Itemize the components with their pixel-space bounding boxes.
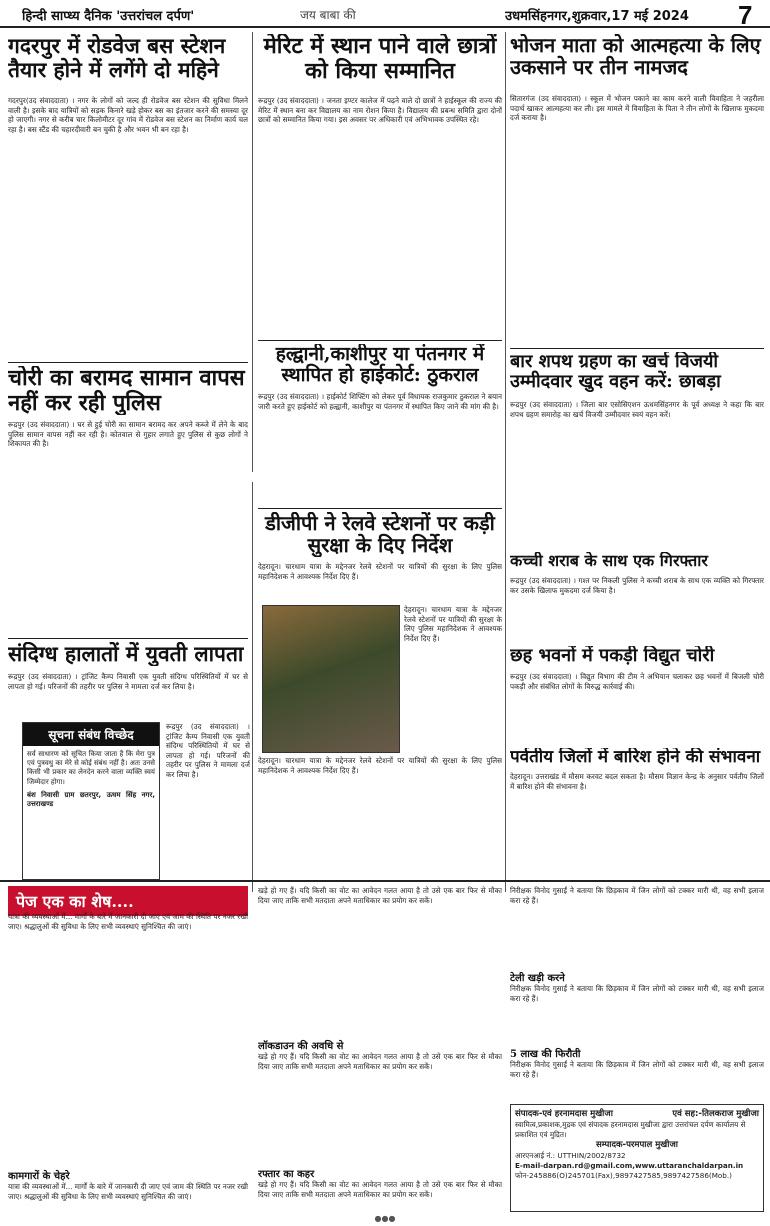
continued-bar: पेज एक का शेष.... [8, 886, 248, 916]
article-bar-oath: रूद्रपुर (उद संवाददाता) । जिला बार एसोसिएशन ऊधमसिंहनगर के पूर्व अध्यक्ष ने कहा कि बार शपथ ग्रहण समारोह का खर्च विजयी उम्मीदवार स्वयं वहन करें। [510, 400, 764, 419]
continued-mid: खड़े हो गए हैं। यदि किसी का वोट का आवेदन गलत आया है तो उसे एक बार फिर से मौका दिया जाए ताकि सभी मतदाता अपने मताधिकार का प्रयोग कर सकें। [258, 886, 502, 905]
divider [510, 348, 764, 349]
article-bus-station: गदरपुर(उद संवाददाता) । नगर के लोगों को जल्द ही रोडवेज बस स्टेशन की सुविधा मिलने वाली है। इसके बाद यात्रियों को सड़क किनारे खड़े होकर बस का इंतजार करने की समस्या दूर हो जाएगी। नगर से करीब चार किलोमीटर दूर गांव में रोडवेज बस स्टेशन का निर्माण कार्य चल रहा है। बस स्टैंड की चहारदीवारी बन चुकी है और भवन भी बन रहा है। [8, 96, 248, 134]
continued-mid-body2: खड़े हो गए हैं। यदि किसी का वोट का आवेदन गलत आया है तो उसे एक बार फिर से मौका दिया जाए ताकि सभी मतदाता अपने मताधिकार का प्रयोग कर सकें। [258, 1052, 502, 1071]
article-rain: देहरादून। उत्तराखंड में मौसम करवट बदल सकता है। मौसम विज्ञान केन्द्र के अनुसार पर्वतीय जिलों में बारिश होने की संभावना है। [510, 772, 764, 791]
divider [8, 362, 248, 363]
page-number: 7 [738, 0, 753, 28]
article-dgp-railway-more: देहरादून। चारधाम यात्रा के मद्देनजर रेलवे स्टेशनों पर यात्रियों की सुरक्षा के लिए पुलिस महानिदेशक ने आवश्यक निर्देश दिए हैं। [258, 756, 502, 775]
imprint-body: स्वामित्व,प्रकाशक,मुद्रक एवं संपादक हरनामदास मुखीजा द्वारा उत्तरांचल दर्पण कार्यालय से प्रकाशित एवं मुद्रित। [515, 1120, 746, 1140]
headline-rain: पर्वतीय जिलों में बारिश होने की संभावना [510, 748, 761, 767]
article-bhojan-mata: सितारगंज (उद संवाददाता) । स्कूल में भोजन पकाने का काम करने वाली विवाहिता ने जहरीला पदार्थ खाकर आत्महत्या कर ली। इस मामले में विवाहिता के पिता ने तीन लोगों के खिलाफ मुकदमा दर्ज कराया है। [510, 94, 764, 122]
headline-power-theft: छह भवनों में पकड़ी विद्युत चोरी [510, 646, 715, 666]
continued-right-sub: टेली खड़ी करने [510, 973, 565, 984]
imprint-coeditor: एवं सह:-तिलकराज मुखीजा [672, 1109, 759, 1119]
imprint-box [510, 1104, 764, 1212]
headline-bhojan-mata: भोजन माता को आत्महत्या के लिए उकसाने पर तीन नामजद [510, 34, 761, 79]
continued-right-body2: निरीक्षक विनोद गुसाईं ने बताया कि छिड़काव में जिन लोगों को टक्कर मारी थी, वह सभी इलाज करा रहे हैं। [510, 984, 764, 1003]
continued-left-sub: कामगारों के चेहरे [8, 1171, 70, 1182]
article-liquor-arrest: रूद्रपुर (उद संवाददाता) । गश्त पर निकली पुलिस ने कच्ची शराब के साथ एक व्यक्ति को गिरफ्तार कर उसके खिलाफ मुकदमा दर्ज किया है। [510, 576, 764, 595]
notice-signature: बंश निवासी ग्राम छतरपुर, ऊधम सिंह नगर, उत्तराखण्ड [27, 790, 155, 809]
notice-box [22, 722, 160, 880]
article-merit-students: रूद्रपुर (उद संवाददाता) । जनता इण्टर कालेज में पढ़ने वाले दो छात्रों ने हाईस्कूल की राज्य की मेरिट में स्थान बना कर विद्यालय का नाम रोशन किया है। विद्यालय की प्रबन्ध समिति द्वारा दोनों छात्रों को सम्मानित किया गया। इस अवसर पर अधिकारी एवं अभिभावक उपस्थित रहे। [258, 96, 502, 124]
section-divider [0, 880, 770, 882]
column-divider [505, 32, 506, 892]
headline-liquor-arrest: कच्ची शराब के साथ एक गिरफ्तार [510, 552, 708, 570]
article-theft-goods: रूद्रपुर (उद संवाददाता) । घर से हुई चोरी का सामान बरामद कर अपने कब्जे में लेने के बाद पुलिस सामान वापस नहीं कर रही है। कोतवाल से गुहार लगाते हुए पुलिस से कुछ लोगों ने शिकायत की है। [8, 420, 248, 448]
imprint-rni: आरएनआई नं.: UTTHIN/2002/8732 [515, 1151, 626, 1161]
article-high-court: रूद्रपुर (उद संवाददाता) । हाईकोर्ट शिफ्टिंग को लेकर पूर्व विधायक राजकुमार ठुकराल ने बयान जारी करते हुए हाईकोर्ट को हल्द्वानी, काशीपुर या पंतनगर में स्थापित किए जाने की मांग की है। [258, 392, 502, 411]
page-footer-mark: ●●● [374, 1214, 396, 1223]
divider [258, 340, 502, 341]
article-missing-girl-cont: रूद्रपुर (उद संवाददाता) । ट्रांजिट कैम्प निवासी एक युवती संदिग्ध परिस्थितियों में घर से लापता हो गई। परिजनों की तहरीर पर पुलिस ने मामला दर्ज कर लिया है। [166, 722, 250, 779]
continued-right-body3: निरीक्षक विनोद गुसाईं ने बताया कि छिड़काव में जिन लोगों को टक्कर मारी थी, वह सभी इलाज करा रहे हैं। [510, 1060, 764, 1079]
divider [258, 508, 502, 509]
imprint-email: E-mail-darpan.rd@gmail.com,www.uttaranchaldarpan.in [515, 1161, 744, 1171]
column-divider [252, 32, 253, 472]
continued-right-sub2: 5 लाख की फिरौती [510, 1049, 581, 1060]
continued-mid-sub: लॉकडाउन की अवधि से [258, 1041, 344, 1052]
masthead [0, 0, 770, 28]
article-dgp-railway-cont: देहरादून। चारधाम यात्रा के मद्देनजर रेलवे स्टेशनों पर यात्रियों की सुरक्षा के लिए पुलिस महानिदेशक ने आवश्यक निर्देश दिए हैं। [404, 605, 502, 643]
headline-theft-goods: चोरी का बरामद सामान वापस नहीं कर रही पुलिस [8, 366, 245, 416]
notice-title: सूचना संबंध विच्छेद [23, 723, 159, 746]
headline-bus-station: गदरपुर में रोडवेज बस स्टेशन तैयार होने में लगेंगे दो महिने [8, 34, 226, 82]
divider [8, 638, 248, 639]
continued-right: निरीक्षक विनोद गुसाईं ने बताया कि छिड़काव में जिन लोगों को टक्कर मारी थी, वह सभी इलाज करा रहे हैं। [510, 886, 764, 905]
headline-missing-girl: संदिग्ध हालातों में युवती लापता [8, 642, 244, 666]
dgp-photo [262, 605, 400, 753]
continued-mid-sub2: रफ्तार का कहर [258, 1169, 315, 1180]
headline-high-court: हल्द्वानी,काशीपुर या पंतनगर में स्थापित हो हाईकोर्ट: ठुकराल [275, 344, 485, 387]
headline-merit-students: मेरिट में स्थान पाने वाले छात्रों को किया सम्मानित [263, 34, 497, 84]
headline-bar-oath: बार शपथ ग्रहण का खर्च विजयी उम्मीदवार खुद वहन करें: छाबड़ा [510, 352, 721, 393]
article-power-theft: रूद्रपुर (उद संवाददाता) । विद्युत विभाग की टीम ने अभियान चलाकर छह भवनों में बिजली चोरी पकड़ी और संबंधित लोगों के विरुद्ध कार्रवाई की। [510, 672, 764, 691]
headline-dgp-railway: डीजीपी ने रेलवे स्टेशनों पर कड़ी सुरक्षा के दिए निर्देश [265, 512, 495, 557]
article-dgp-railway: देहरादून। चारधाम यात्रा के मद्देनजर रेलवे स्टेशनों पर यात्रियों की सुरक्षा के लिए पुलिस महानिदेशक ने आवश्यक निर्देश दिए हैं। [258, 562, 502, 581]
masthead-logo: जय बाबा की [300, 8, 356, 22]
imprint-phone: फोन-245886(O)245701(Fax),9897427585,9897427586(Mob.) [515, 1170, 732, 1180]
issue-date: उधमसिंहनगर,शुक्रवार,17 मई 2024 [505, 9, 689, 24]
continued-mid-tail: खड़े हो गए हैं। यदि किसी का वोट का आवेदन गलत आया है तो उसे एक बार फिर से मौका दिया जाए ताकि सभी मतदाता अपने मताधिकार का प्रयोग कर सकें। [258, 1180, 502, 1199]
column-divider [252, 482, 253, 892]
newspaper-name: हिन्दी साप्ध्य दैनिक 'उत्तरांचल दर्पण' [22, 9, 195, 24]
imprint-editor-title: सम्पादक-परमपाल मुखीजा [596, 1139, 678, 1150]
article-missing-girl: रूद्रपुर (उद संवाददाता) । ट्रांजिट कैम्प निवासी एक युवती संदिग्ध परिस्थितियों में घर से लापता हो गई। परिजनों की तहरीर पर पुलिस ने मामला दर्ज कर लिया है। [8, 672, 248, 691]
continued-left-tail: यात्रा की व्यवस्थाओं में... मार्गों के बारे में जानकारी दी जाए एवं जाम की स्थिति पर नजर रखी जाए। श्रद्धालुओं की सुविधा के लिए सभी व्यवस्थाएं सुनिश्चित की जाएं। [8, 1182, 248, 1201]
continued-left: यात्रा की व्यवस्थाओं में... मार्गों के बारे में जानकारी दी जाए एवं जाम की स्थिति पर नजर रखी जाए। श्रद्धालुओं की सुविधा के लिए सभी व्यवस्थाएं सुनिश्चित की जाएं। [8, 912, 248, 931]
notice-body: सर्व साधारण को सूचित किया जाता है कि मेरा पुत्र एवं पुत्रवधु का मेरे से कोई संबंध नहीं है। अतः उनसे किसी भी प्रकार का लेनदेन करने वाला व्यक्ति स्वयं जिम्मेदार होगा। [27, 750, 155, 786]
imprint-editor: संपादक-एवं हरनामदास मुखीजा [515, 1109, 613, 1119]
